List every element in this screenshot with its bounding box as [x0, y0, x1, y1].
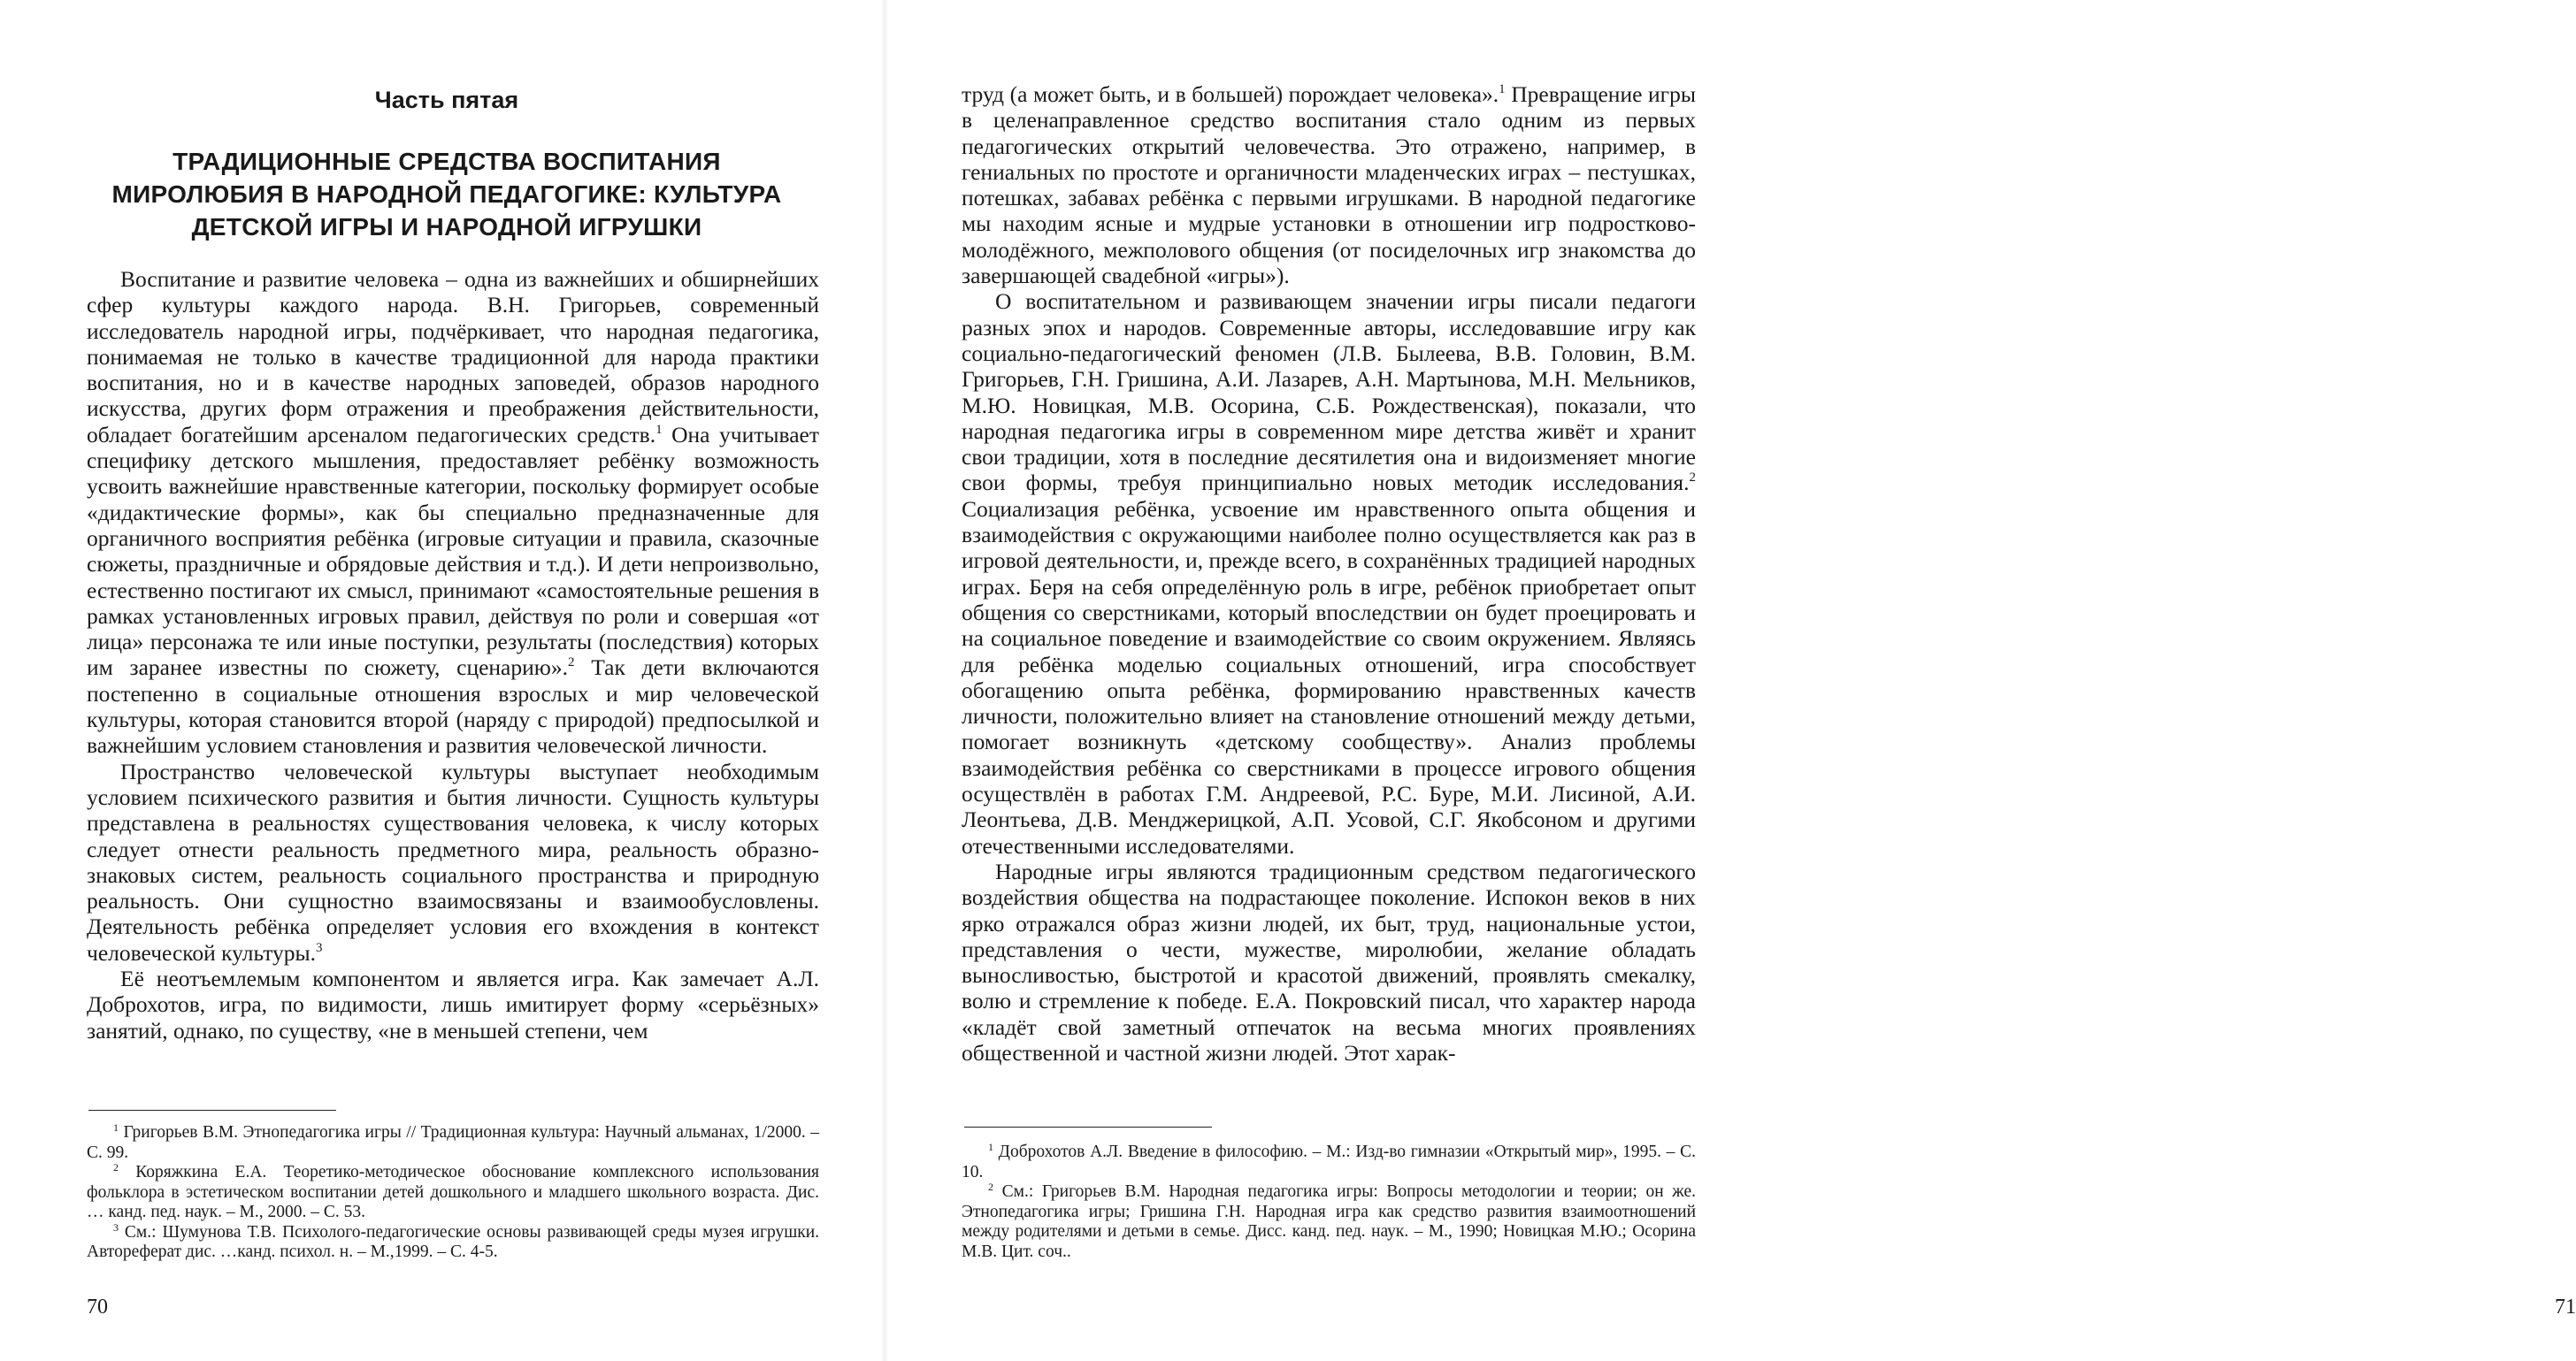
paragraph: Народные игры являются традиционным средством педагогического воздействия общества на подрастающее поколение. Испокон веков в них ярко отражался образ жизни людей, их быт, труд, национальные устои, представления о чести, мужестве, миролюбии, желание обладать выносливостью, быстротой и красотой движений, проявлять смекалку, волю и стремление к победе. Е.А. Покровский писал, что характер народа «кладёт свой заметный отпечаток на весьма многих проявлениях общественной и частной жизни людей. Этот харак-: [962, 858, 1696, 1066]
footnote: $^2$ Коряжкина Е.А. Теоретико-методическое обоснование комплексного использования фольклора в эстетическом воспитании детей дошкольного и младшего школьного возраста. Дис. … канд. пед. наук. – М., 2000. – С. 53.: [87, 1161, 819, 1221]
footnote-ref[interactable]: 2: [1689, 470, 1696, 486]
left-footnotes: [87, 1123, 819, 1263]
right-footnotes: [962, 1143, 1696, 1262]
footnote: $^2$ См.: Григорьев В.М. Народная педагогика игры: Вопросы методологии и теории; он же. Этнопедагогика игры; Гришина Г.Н. Народная игра как средство развития взаимоотношений между родителями и детьми в семье. Дисс. канд. пед. наук. – М., 1990; Новицкая М.Ю.; Осорина М.В. Цит. соч..: [962, 1181, 1696, 1261]
footnote-ref[interactable]: 1: [1499, 82, 1506, 96]
footnote: $^1$ Доброхотов А.Л. Введение в философию. – М.: Изд-во гимназии «Открытый мир», 1995. – С. 10.: [962, 1141, 1696, 1181]
left-page: [0, 0, 885, 1361]
footnote-divider: [88, 1110, 336, 1111]
paragraph: Пространство человеческой культуры выступает необходимым условием психического развития и бытия личности. Сущность культуры представлена в реальностях существования человека, к числу которых следует отнести реальность предметного мира, реальность образно-знаковых систем, реальность социального пространства и природную реальность. Они сущностно взаимосвязаны и взаимообусловлены. Деятельность ребёнка определяет условия его вхождения в контекст человеческой культуры.$^3$: [87, 758, 819, 966]
chapter-title-line: ДЕТСКОЙ ИГРЫ И НАРОДНОЙ ИГРУШКИ: [191, 213, 702, 241]
part-title: Часть пятая: [374, 87, 519, 113]
chapter-title: [88, 145, 805, 243]
right-body-text: [962, 81, 1696, 1066]
footnote-ref[interactable]: 2: [567, 655, 575, 670]
footnote: $^3$ См.: Шумунова Т.В. Психолого-педагогические основы развивающей среды музея игрушки. Автореферат дис. …канд. психол. н. – М.,1999. – С. 4-5.: [87, 1220, 819, 1261]
left-body-text: [87, 266, 819, 1044]
paragraph: О воспитательном и развивающем значении игры писали педагоги разных эпох и народов. Современные авторы, исследовавшие игру как социально-педагогический феномен (Л.В. Былеева, В.В. Головин, В.М. Григорьев, Г.Н. Гришина, А.И. Лазарев, А.Н. Мартынова, М.Н. Мельников, М.Ю. Новицкая, М.В. Осорина, С.Б. Рождественская), показали, что народная педагогика игры в современном мире детства живёт и хранит свои традиции, хотя в последние десятилетия она и видоизменяет многие свои формы, требуя принципиально новых методик исследования.$^2$ Социализация ребёнка, усвоение им нравственного опыта общения и взаимодействия с окружающими наиболее полно осуществляется как раз в игровой деятельности, и, прежде всего, в сохранённых традицией народных играх. Беря на себя определённую роль в игре, ребёнок приобретает опыт общения со сверстниками, который впоследствии он будет проецировать и на социальное поведение и взаимодействие со своим окружением. Являясь для ребёнка моделью социальных отношений, игра способствует обогащению опыта ребёнка, формированию нравственных качеств личности, положительно влияет на становление отношений между детьми, помогает возникнуть «детскому сообществу». Анализ проблемы взаимодействия ребёнка со сверстниками в процессе игрового общения осуществлён в работах Г.М. Андреевой, Р.С. Буре, М.И. Лисиной, А.И. Леонтьева, Д.В. Менджерицкой, А.П. Усовой, С.Г. Якобсоном и другими отечественными исследователями.: [962, 288, 1696, 859]
paragraph: Воспитание и развитие человека – одна из важнейших и обширнейших сфер культуры каждого народа. В.Н. Григорьев, современный исследователь народной игры, подчёркивает, что народная педагогика, понимаемая не только в качестве традиционной для народа практики воспитания, но и в качестве народных заповедей, образов народного искусства, других форм отражения и преображения действительности, обладает богатейшим арсеналом педагогических средств.$^1$ Она учитывает специфику детского мышления, предоставляет ребёнку возможность усвоить важнейшие нравственные категории, поскольку формирует особые «дидактические формы», как бы специально предназначенные для органичного восприятия ребёнка (игровые ситуации и правила, сказочные сюжеты, праздничные и обрядовые действия и т.д.). И дети непроизвольно, естественно постигают их смысл, принимают «самостоятельные решения в рамках установленных игровых правил, действуя по роли и совершая «от лица» персонажа те или иные поступки, результаты (последствия) которых им заранее известны по сюжету, сценарию».$^2$ Так дети включаются постепенно в социальные отношения взрослых и мир человеческой культуры, которая становится второй (наряду с природой) предпосылкой и важнейшим условием становления и развития человеческой личности.: [87, 266, 819, 759]
right-page: [885, 0, 2576, 1361]
paragraph: Её неотъемлемым компонентом и является игра. Как замечает А.Л. Доброхотов, игра, по видимости, лишь имитирует форму «серьёзных» занятий, однако, по существу, «не в меньшей степени, чем: [87, 966, 819, 1044]
chapter-title-line: МИРОЛЮБИЯ В НАРОДНОЙ ПЕДАГОГИКЕ: КУЛЬТУРА: [111, 180, 782, 208]
footnote-ref[interactable]: 1: [656, 422, 663, 437]
footnote-divider: [964, 1127, 1212, 1128]
page-number: 70: [87, 1296, 108, 1319]
footnote-ref[interactable]: 3: [316, 940, 323, 955]
chapter-title-line: ТРАДИЦИОННЫЕ СРЕДСТВА ВОСПИТАНИЯ: [172, 148, 721, 175]
page-number: 71: [2555, 1296, 2576, 1319]
footnote: $^1$ Григорьев В.М. Этнопедагогика игры // Традиционная культура: Научный альманах, 1/2000. – С. 99.: [87, 1121, 819, 1162]
paragraph: труд (а может быть, и в большей) порождает человека».$^1$ Превращение игры в целенаправленное средство воспитания стало одним из первых педагогических открытий человечества. Это отражено, например, в гениальных по простоте и органичности младенческих играх – пестушках, потешках, забавах ребёнка с первыми игрушками. В народной педагогике мы находим ясные и мудрые установки в отношении игр подростково-молодёжного, межполового общения (от посиделочных игр знакомства до завершающей свадебной «игры»).: [962, 81, 1696, 289]
